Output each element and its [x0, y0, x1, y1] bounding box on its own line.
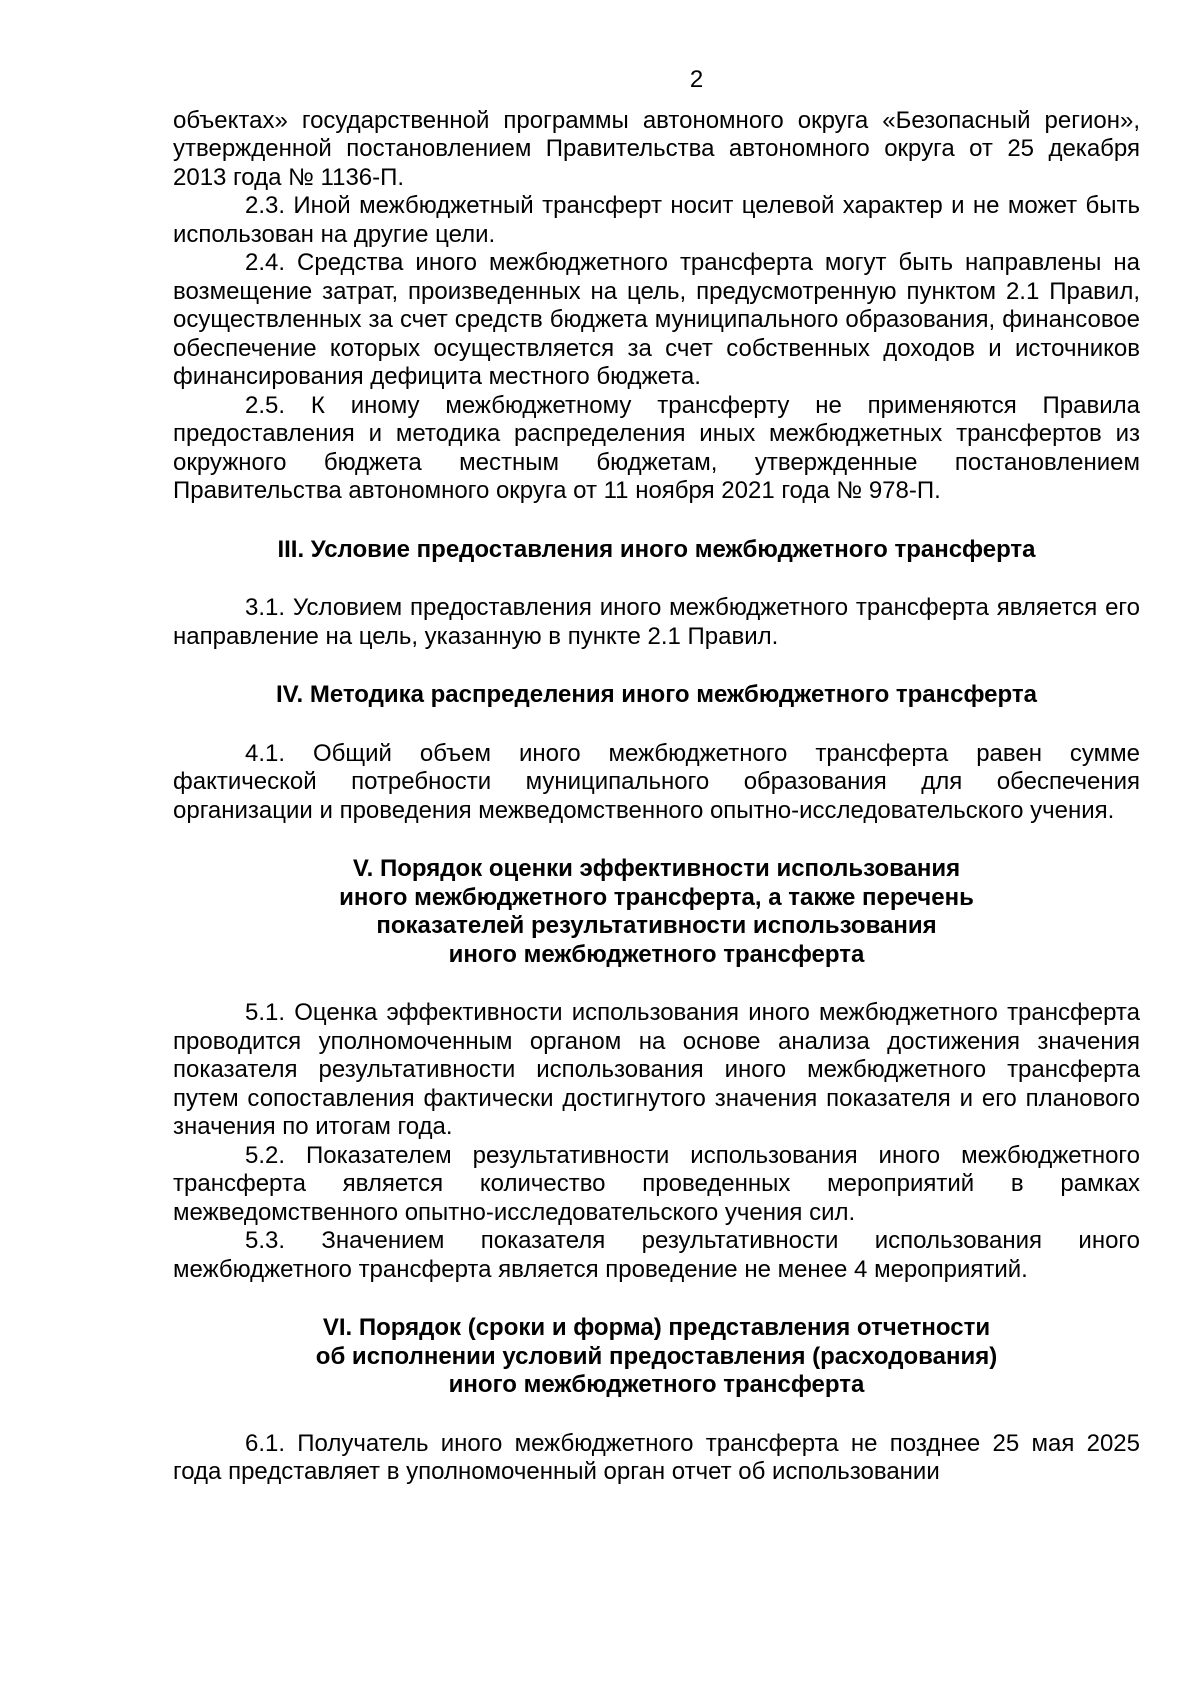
paragraph-5-1: 5.1. Оценка эффективности использования иного межбюджетного трансферта проводится уполномоченным органом на основе анализа достижения значения показателя результативности использования иного межбюджетного трансферта путем сопоставления фактически достигнутого значения показателя и его планового значения по итогам года.: [173, 999, 1140, 1140]
section-3-heading: [173, 536, 1140, 565]
paragraph-continuation: объектах» государственной программы автономного округа «Безопасный регион», утвержденной постановлением Правительства автономного округа от 25 декабря 2013 года № 1136-П.: [173, 106, 1140, 191]
paragraph-2-3: 2.3. Иной межбюджетный трансферт носит целевой характер и не может быть использован на другие цели.: [173, 192, 1140, 248]
section-4-heading: [173, 681, 1140, 710]
section-5-heading: [173, 855, 1140, 969]
paragraph-3-1: 3.1. Условием предоставления иного межбюджетного трансферта является его направление на цель, указанную в пункте 2.1 Правил.: [173, 594, 1140, 650]
section-6-heading-line: VI. Порядок (сроки и форма) представления отчетности: [322, 1314, 991, 1341]
section-5-heading-line: иного межбюджетного трансферта, а также перечень: [339, 883, 974, 911]
section-4-heading-line: IV. Методика распределения иного межбюджетного трансферта: [276, 681, 1037, 708]
paragraph-4-1: 4.1. Общий объем иного межбюджетного трансферта равен сумме фактической потребности муниципального образования для обеспечения организации и проведения межведомственного опытно-исследовательского учения.: [173, 739, 1140, 824]
section-5-heading-line: иного межбюджетного трансферта: [448, 940, 865, 968]
paragraph-2-4: 2.4. Средства иного межбюджетного трансферта могут быть направлены на возмещение затрат, произведенных на цель, предусмотренную пунктом 2.1 Правил, осуществленных за счет средств бюджета муниципального образования, финансовое обеспечение которых осуществляется за счет собственных доходов и источников финансирования дефицита местного бюджета.: [173, 249, 1140, 390]
section-6-heading-line: об исполнении условий предоставления (расходования): [315, 1342, 998, 1370]
paragraph-5-3: 5.3. Значением показателя результативности использования иного межбюджетного трансферта является проведение не менее 4 мероприятий.: [173, 1227, 1140, 1283]
paragraph-6-1: 6.1. Получатель иного межбюджетного трансферта не позднее 25 мая 2025 года представляет в уполномоченный орган отчет об использовании: [173, 1429, 1140, 1485]
page-number: 2: [689, 66, 704, 93]
section-5-heading-line: показателей результативности использования: [376, 912, 937, 939]
section-6-heading: [173, 1314, 1140, 1400]
section-5-heading-line: V. Порядок оценки эффективности использования: [352, 855, 961, 882]
paragraph-2-5: 2.5. К иному межбюджетному трансферту не применяются Правила предоставления и методика распределения иных межбюджетных трансфертов из окружного бюджета местным бюджетам, утвержденные постановлением Правительства автономного округа от 11 ноября 2021 года № 978-П.: [173, 391, 1140, 504]
section-6-heading-line: иного межбюджетного трансферта: [448, 1371, 865, 1398]
paragraph-5-2: 5.2. Показателем результативности использования иного межбюджетного трансферта является количество проведенных мероприятий в рамках межведомственного опытно-исследовательского учения сил.: [173, 1141, 1140, 1226]
section-3-heading-line: III. Условие предоставления иного межбюджетного трансферта: [277, 535, 1036, 563]
